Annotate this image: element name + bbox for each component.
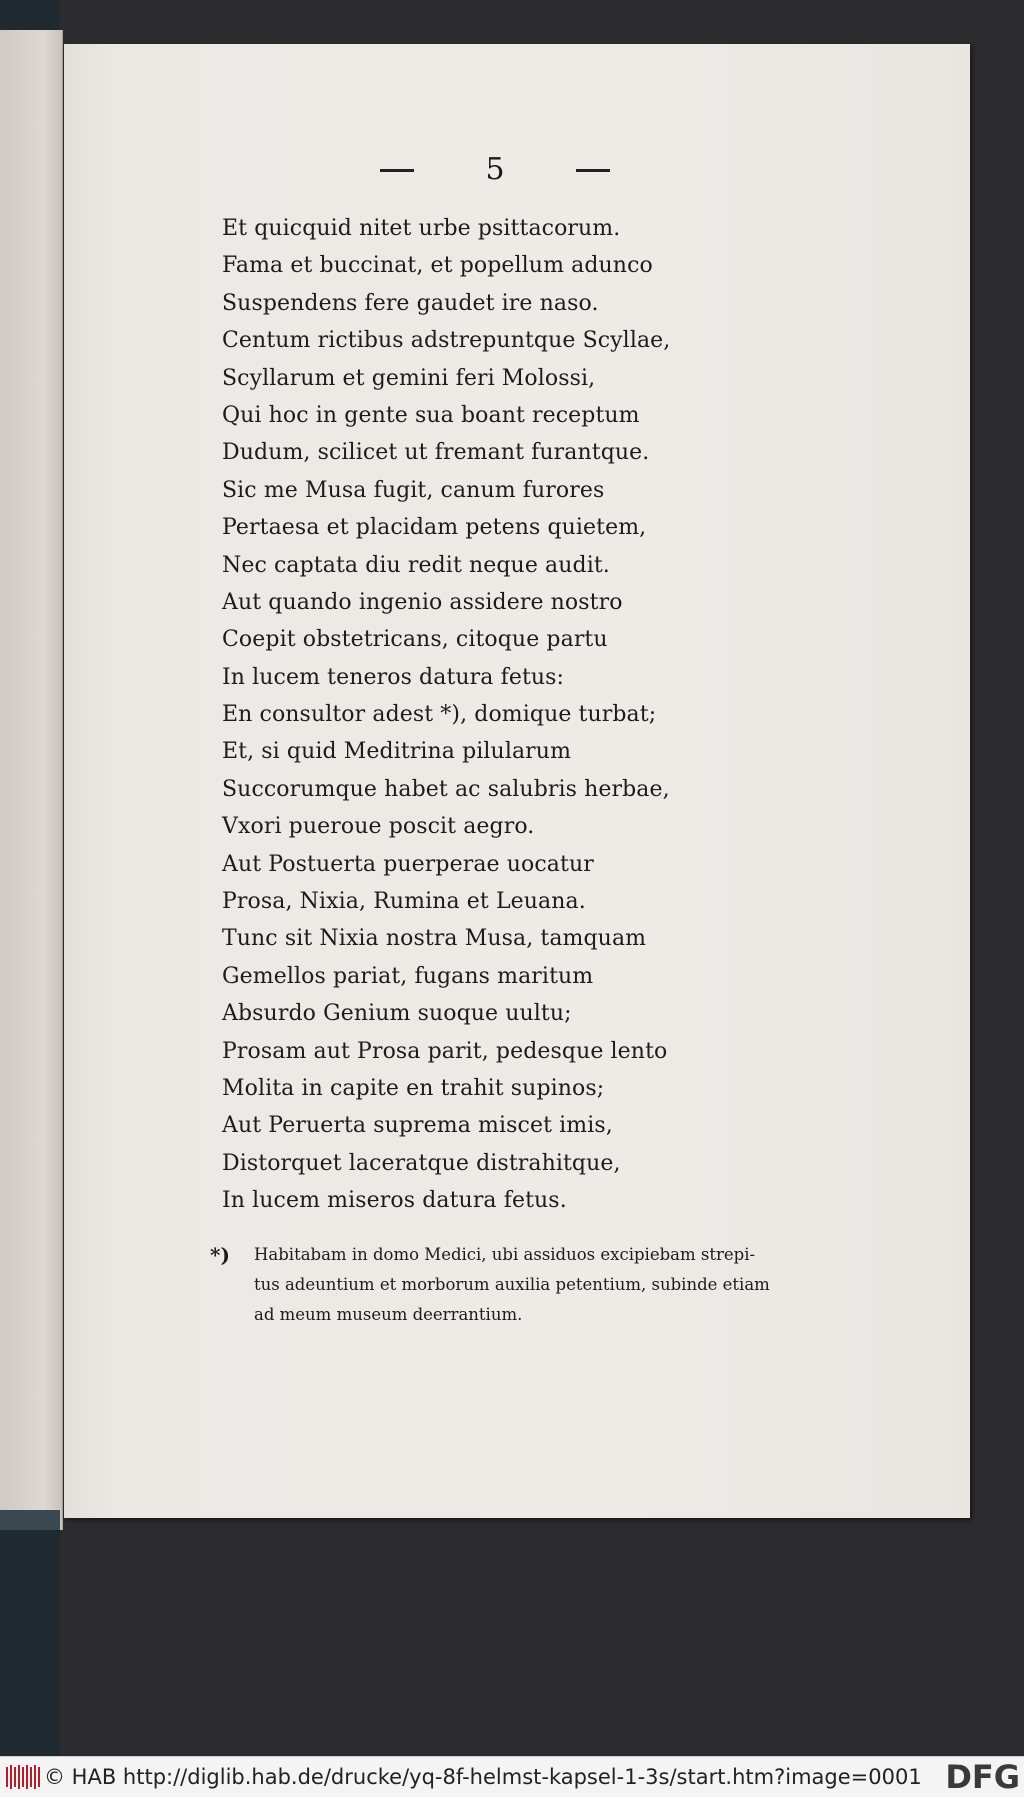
verse-line: Pertaesa et placidam petens quietem, xyxy=(222,515,647,541)
verse-line: Coepit obstetricans, citoque partu xyxy=(222,627,608,653)
verse-line: En consultor adest *), domique turbat; xyxy=(222,702,657,728)
verse-line: Absurdo Genium suoque uultu; xyxy=(222,1001,572,1027)
verse-line: Fama et buccinat, et popellum adunco xyxy=(222,253,653,279)
footnote-mark: *) xyxy=(210,1243,230,1267)
verse-line: Nec captata diu redit neque audit. xyxy=(222,552,610,578)
verse-line: Distorquet laceratque distrahitque, xyxy=(222,1150,621,1176)
book-spine-edge xyxy=(0,1510,60,1530)
hab-logo-icon xyxy=(4,1763,44,1791)
verse-line: Succorumque habet ac salubris herbae, xyxy=(222,776,670,802)
footnote-line: Habitabam in domo Medici, ubi assiduos excipiebam strepi- xyxy=(254,1245,756,1264)
verse-line: Vxori pueroue poscit aegro. xyxy=(222,814,535,840)
verse-line: Sic me Musa fugit, canum furores xyxy=(222,477,605,503)
verse-line: Et, si quid Meditrina pilularum xyxy=(222,739,572,765)
verse-line: Aut quando ingenio assidere nostro xyxy=(222,589,623,615)
viewer-footer xyxy=(0,1756,1024,1797)
dfg-logo: DFG xyxy=(939,1757,1020,1797)
verse-line: Dudum, scilicet ut fremant furantque. xyxy=(222,440,650,466)
header-dash-right xyxy=(576,169,610,172)
page-number: 5 xyxy=(485,152,505,187)
verse-line: Aut Peruerta suprema miscet imis, xyxy=(222,1113,613,1139)
verse-line: In lucem teneros datura fetus: xyxy=(222,664,565,690)
footnote-line: tus adeuntium et morborum auxilia petentium, subinde etiam xyxy=(254,1275,770,1294)
verse-line: Scyllarum et gemini feri Molossi, xyxy=(222,365,596,391)
footnote-line: ad meum museum deerrantium. xyxy=(254,1305,523,1324)
verse-line: Suspendens fere gaudet ire naso. xyxy=(222,290,599,316)
verse-line: Et quicquid nitet urbe psittacorum. xyxy=(222,216,621,241)
copyright-link[interactable]: © HAB http://diglib.hab.de/drucke/yq-8f-helmst-kapsel-1-3s/start.htm?image=0001 xyxy=(44,1765,922,1789)
facing-page-edge xyxy=(0,30,63,1530)
verse-line: Centum rictibus adstrepuntque Scyllae, xyxy=(222,328,671,354)
verse-line: Molita in capite en trahit supinos; xyxy=(222,1075,605,1101)
verse-text xyxy=(222,210,670,1220)
verse-line: Gemellos pariat, fugans maritum xyxy=(222,963,594,989)
verse-line: Qui hoc in gente sua boant receptum xyxy=(222,402,640,428)
verse-line: Tunc sit Nixia nostra Musa, tamquam xyxy=(222,926,647,952)
verse-line: Prosa, Nixia, Rumina et Leuana. xyxy=(222,889,586,915)
footnote xyxy=(210,1240,820,1330)
header-dash-left xyxy=(380,169,414,172)
verse-line: Aut Postuerta puerperae uocatur xyxy=(222,851,594,877)
verse-line: In lucem miseros datura fetus. xyxy=(222,1188,567,1214)
verse-line: Prosam aut Prosa parit, pedesque lento xyxy=(222,1038,668,1064)
page-header xyxy=(380,150,610,190)
